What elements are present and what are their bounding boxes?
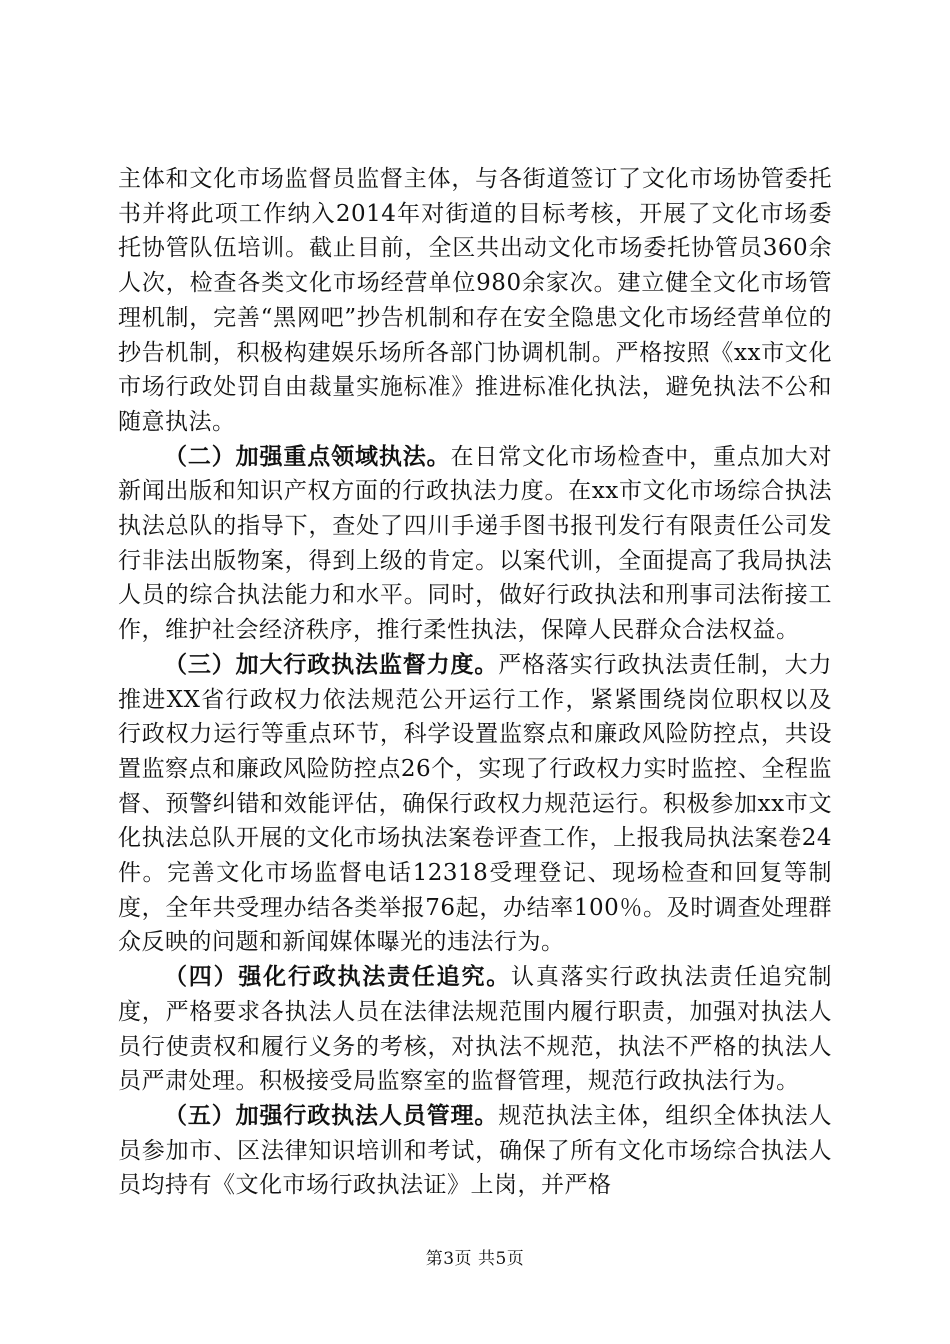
section-heading: （三）加大行政执法监督力度。 xyxy=(164,651,499,678)
paragraph-3 xyxy=(118,648,832,960)
paragraph-text: 规范执法主体，组织全体执法人员参加市、区法律知识培训和考试，确保了所有文化市场综合执法人员均持有《文化市场行政执法证》上岗，并严格 xyxy=(118,1102,833,1199)
section-heading: （二）加强重点领域执法。 xyxy=(164,443,451,470)
section-heading: （四）强化行政执法责任追究。 xyxy=(164,964,512,991)
document-body xyxy=(118,162,832,1203)
page-footer xyxy=(0,1244,950,1269)
paragraph-text: 在日常文化市场检查中，重点加大对新闻出版和知识产权方面的行政执法力度。在xx市文化市场综合执法执法总队的指导下，查处了四川手递手图书报刊发行有限责任公司发行非法出版物案，得到上级的肯定。以案代训，全面提高了我局执法人员的综合执法能力和水平。同时，做好行政执法和刑事司法衔接工作，维护社会经济秩序，推行柔性执法，保障人民群众合法权益。 xyxy=(118,443,833,644)
paragraph-text: 主体和文化市场监督员监督主体，与各街道签订了文化市场协管委托书并将此项工作纳入2014年对街道的目标考核，开展了文化市场委托协管队伍培训。截止目前，全区共出动文化市场委托协管员360余人次，检查各类文化市场经营单位980余家次。建立健全文化市场管理机制，完善“黑网吧”抄告机制和存在安全隐患文化市场经营单位的抄告机制，积极构建娱乐场所各部门协调机制。严格按照《xx市文化市场行政处罚自由裁量实施标准》推进标准化执法，避免执法不公和随意执法。 xyxy=(118,166,832,435)
page-number: 第3页 共5页 xyxy=(425,1249,525,1269)
section-heading: （五）加强行政执法人员管理。 xyxy=(164,1102,499,1129)
paragraph-text: 严格落实行政执法责任制，大力推进XX省行政权力依法规范公开运行工作，紧紧围绕岗位职权以及行政权力运行等重点环节，科学设置监察点和廉政风险防控点，共设置监察点和廉政风险防控点26个，实现了行政权力实时监控、全程监督、预警纠错和效能评估，确保行政权力规范运行。积极参加xx市文化执法总队开展的文化市场执法案卷评查工作，上报我局执法案卷24件。完善文化市场监督电话12318受理登记、现场检查和回复等制度，全年共受理办结各类举报76起，办结率100％。及时调查处理群众反映的问题和新闻媒体曝光的违法行为。 xyxy=(118,651,833,956)
paragraph-2 xyxy=(118,440,832,648)
paragraph-text: 认真落实行政执法责任追究制度，严格要求各执法人员在法律法规范围内履行职责，加强对执法人员行使责权和履行义务的考核，对执法不规范，执法不严格的执法人员严肃处理。积极接受局监察室的监督管理，规范行政执法行为。 xyxy=(118,964,833,1095)
paragraph-1 xyxy=(118,162,832,440)
paragraph-5 xyxy=(118,1099,832,1203)
paragraph-4 xyxy=(118,960,832,1099)
